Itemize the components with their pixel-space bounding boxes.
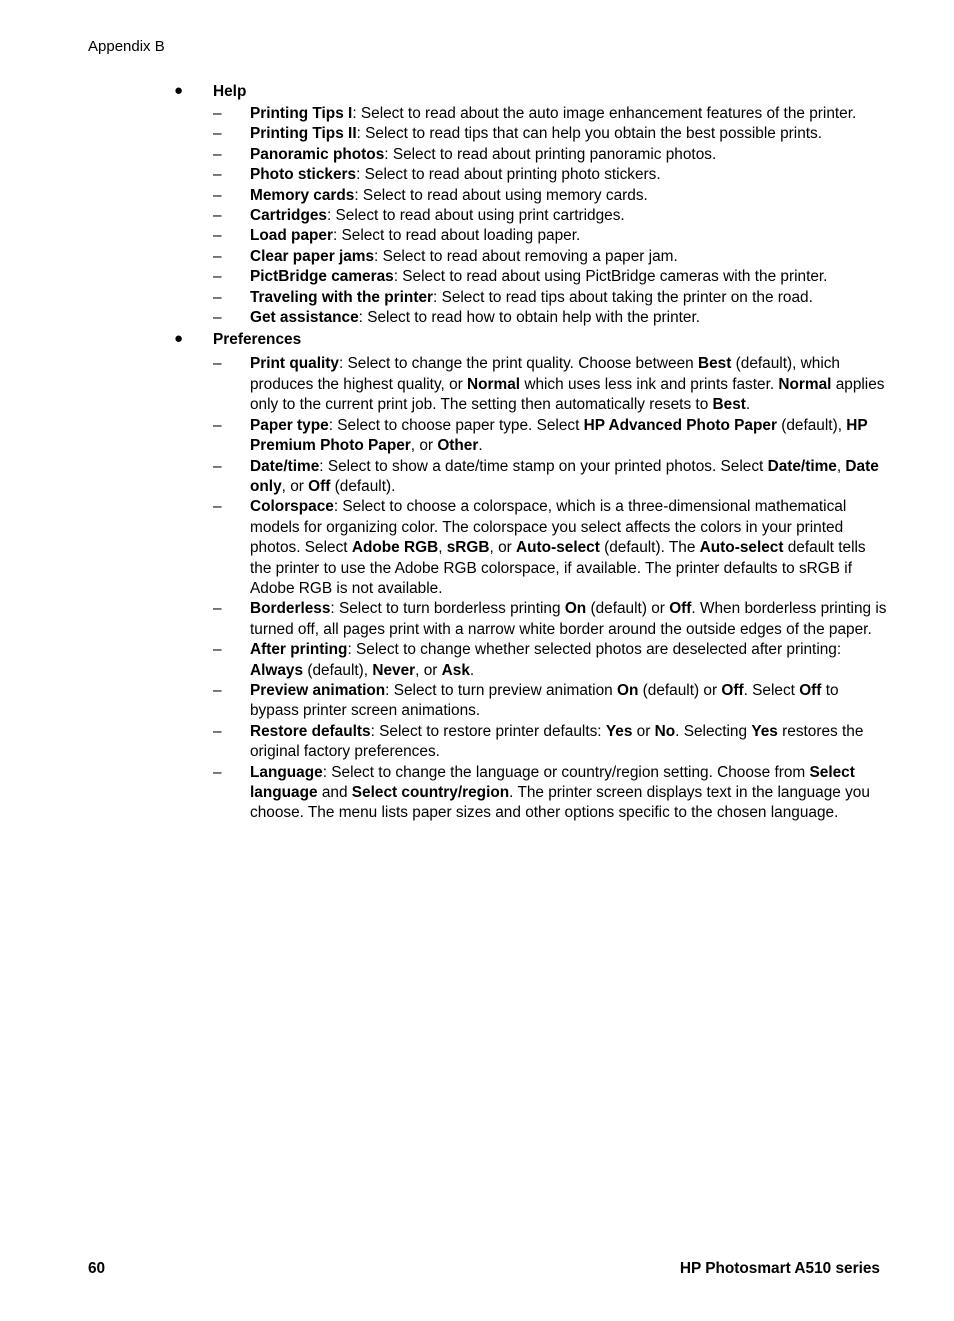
item-text: (default), xyxy=(303,661,373,679)
item-text: : Select to read about removing a paper jam. xyxy=(374,247,678,265)
item-text: : Select to read about using print cartridges. xyxy=(326,207,625,225)
item-term: Get assistance xyxy=(250,309,359,327)
item-text: restores the original factory preferences. xyxy=(250,722,864,761)
dash-marker: – xyxy=(213,186,222,204)
item-term: Language xyxy=(250,763,323,781)
product-name: HP Photosmart A510 series xyxy=(679,1260,880,1277)
page-number: 60 xyxy=(88,1260,106,1277)
item-term: Photo stickers xyxy=(250,166,357,184)
item-text: (default). The xyxy=(599,539,700,557)
item-text: : Select to read about printing photo stickers. xyxy=(356,166,661,184)
item-emphasis: Normal xyxy=(778,375,832,393)
item-emphasis: Ask xyxy=(441,661,470,679)
dash-marker: – xyxy=(213,247,222,265)
section-title: Preferences xyxy=(213,331,302,349)
item-text: , or xyxy=(415,661,442,679)
item-text: . Selecting xyxy=(675,722,752,740)
item-text: : Select to change the print quality. Choose between xyxy=(338,355,698,373)
dash-marker: – xyxy=(213,681,222,699)
list-item xyxy=(0,165,890,185)
item-text: : Select to turn borderless printing xyxy=(330,600,565,618)
item-text: . When borderless printing is turned off, all pages print with a narrow white border around the outside edges of the paper. xyxy=(250,600,887,638)
dash-marker: – xyxy=(213,641,222,659)
list-item xyxy=(0,640,890,681)
list-item xyxy=(0,457,890,498)
item-text: , or xyxy=(489,539,517,557)
item-text: applies only to the current print job. The setting then automatically resets to xyxy=(250,375,885,414)
item-text: : Select to read tips that can help you obtain the best possible prints. xyxy=(356,125,823,143)
item-emphasis: Yes xyxy=(751,722,778,740)
list-item xyxy=(0,416,890,457)
item-text: : Select to read about using memory cards. xyxy=(354,186,648,204)
item-text: : Select to read about the auto image enhancement features of the printer. xyxy=(352,105,857,122)
item-term: After printing xyxy=(250,641,348,659)
item-term: Printing Tips I xyxy=(250,105,353,122)
item-emphasis: No xyxy=(654,722,676,740)
list-item xyxy=(0,722,890,763)
item-text: , or xyxy=(281,477,309,495)
list-item xyxy=(0,288,890,308)
item-text: , or xyxy=(410,437,438,455)
item-emphasis: HP Premium Photo Paper xyxy=(250,416,868,455)
item-text: : Select to turn preview animation xyxy=(385,681,617,699)
item-text: . Select xyxy=(743,681,800,699)
item-emphasis: Auto-select xyxy=(516,539,600,557)
list-item xyxy=(0,354,890,415)
item-emphasis: Select country/region xyxy=(351,784,510,801)
item-text: and xyxy=(317,784,352,801)
running-header: Appendix B xyxy=(88,38,165,55)
item-text: : Select to choose paper type. Select xyxy=(328,416,584,434)
item-emphasis: Best xyxy=(698,355,732,373)
list-item xyxy=(0,226,890,246)
list-item xyxy=(0,186,890,206)
list-item xyxy=(0,763,890,824)
dash-marker: – xyxy=(213,166,222,184)
item-term: Traveling with the printer xyxy=(250,288,434,306)
item-text: : Select to read about loading paper. xyxy=(332,227,581,245)
item-term: Printing Tips II xyxy=(250,125,357,143)
item-text: (default) or xyxy=(638,681,722,699)
list-item xyxy=(0,308,890,328)
item-emphasis: sRGB xyxy=(446,539,490,557)
list-item xyxy=(0,267,890,287)
dash-marker: – xyxy=(213,355,222,373)
list-item xyxy=(0,247,890,267)
item-text: : Select to choose a colorspace, which is a three-dimensional mathematical models for organizing color. The colorspace you select affects the colors in your printed photos. Select xyxy=(250,498,847,557)
bullet-icon: ● xyxy=(174,82,184,99)
dash-marker: – xyxy=(213,457,222,475)
section-heading-row xyxy=(0,80,954,104)
item-text: . xyxy=(478,437,483,455)
dash-marker: – xyxy=(213,268,222,286)
item-text: or xyxy=(632,722,655,740)
list-item xyxy=(0,497,890,599)
section-help xyxy=(0,80,954,328)
item-emphasis: Always xyxy=(250,661,304,679)
item-text: . xyxy=(745,396,751,414)
item-emphasis: Other xyxy=(437,437,479,455)
item-emphasis: Off xyxy=(721,681,744,699)
list-item xyxy=(0,206,890,226)
dash-marker: – xyxy=(213,227,222,245)
section-title: Help xyxy=(213,83,247,100)
item-emphasis: Best xyxy=(712,396,746,414)
item-term: Borderless xyxy=(250,600,331,618)
item-emphasis: HP Advanced Photo Paper xyxy=(583,416,777,434)
item-text: : Select to show a date/time stamp on your printed photos. Select xyxy=(319,457,768,475)
item-text: : Select to read how to obtain help with the printer. xyxy=(358,309,701,327)
list-item xyxy=(0,681,890,722)
item-term: Colorspace xyxy=(250,498,334,516)
dash-marker: – xyxy=(213,288,222,306)
item-text: (default). xyxy=(330,477,396,495)
item-emphasis: Off xyxy=(308,477,331,495)
item-emphasis: Off xyxy=(799,681,822,699)
item-emphasis: Select language xyxy=(250,763,855,801)
dash-marker: – xyxy=(213,722,222,740)
item-text: : Select to read about using PictBridge cameras with the printer. xyxy=(393,268,828,286)
item-text: : Select to change whether selected photos are deselected after printing: xyxy=(347,641,842,659)
item-emphasis: Auto-select xyxy=(699,539,784,557)
item-text: (default) or xyxy=(586,600,670,618)
list-item xyxy=(0,104,890,124)
section-preferences xyxy=(0,328,954,823)
item-emphasis: Adobe RGB xyxy=(351,539,439,557)
bullet-icon: ● xyxy=(174,330,184,348)
section-heading-row xyxy=(0,328,954,354)
item-text: : Select to read about printing panoramic photos. xyxy=(384,145,717,163)
item-text: to bypass printer screen animations. xyxy=(250,681,839,720)
item-term: Restore defaults xyxy=(250,722,371,740)
item-text: which uses less ink and prints faster. xyxy=(520,375,779,393)
item-text: . xyxy=(469,661,475,679)
item-text: (default), which produces the highest quality, or xyxy=(250,355,840,393)
item-emphasis: Date/time xyxy=(767,457,837,475)
item-text: : Select to change the language or country/region setting. Choose from xyxy=(322,763,810,781)
item-term: Clear paper jams xyxy=(250,247,375,265)
item-term: Load paper xyxy=(250,227,333,245)
item-text: , xyxy=(438,539,447,557)
list-item xyxy=(0,599,890,640)
item-emphasis: On xyxy=(564,600,587,618)
item-emphasis: Date only xyxy=(250,457,879,495)
dash-marker: – xyxy=(213,416,222,434)
item-emphasis: On xyxy=(617,681,639,699)
dash-marker: – xyxy=(213,125,222,143)
dash-marker: – xyxy=(213,145,222,163)
dash-marker: – xyxy=(213,207,222,225)
item-text: default tells the printer to use the Adobe RGB colorspace, if available. The printer defaults to sRGB if Adobe RGB is not available. xyxy=(250,539,866,597)
item-text: . The printer screen displays text in the language you choose. The menu lists paper sizes and other options specific to the chosen language. xyxy=(250,784,870,822)
list-item xyxy=(0,124,890,144)
page-content xyxy=(0,80,954,824)
dash-marker: – xyxy=(213,763,222,781)
item-emphasis: Never xyxy=(372,661,416,679)
item-term: Cartridges xyxy=(250,207,327,225)
item-term: Preview animation xyxy=(250,681,386,699)
item-term: Print quality xyxy=(250,355,339,373)
dash-marker: – xyxy=(213,105,222,122)
dash-marker: – xyxy=(213,498,222,516)
item-text: , xyxy=(836,457,846,475)
item-text: : Select to restore printer defaults: xyxy=(370,722,606,740)
item-emphasis: Yes xyxy=(605,722,633,740)
item-emphasis: Off xyxy=(669,600,692,618)
item-text: (default), xyxy=(776,416,847,434)
list-item xyxy=(0,145,890,165)
item-text: : Select to read tips about taking the printer on the road. xyxy=(433,288,813,306)
help-item-list xyxy=(0,104,954,328)
dash-marker: – xyxy=(213,600,222,618)
dash-marker: – xyxy=(213,309,222,327)
item-term: Panoramic photos xyxy=(250,145,385,163)
preferences-item-list xyxy=(0,354,954,823)
item-term: Paper type xyxy=(250,416,329,434)
item-term: Date/time xyxy=(250,457,320,475)
item-term: PictBridge cameras xyxy=(250,268,394,286)
item-emphasis: Normal xyxy=(467,375,521,393)
item-term: Memory cards xyxy=(250,186,355,204)
